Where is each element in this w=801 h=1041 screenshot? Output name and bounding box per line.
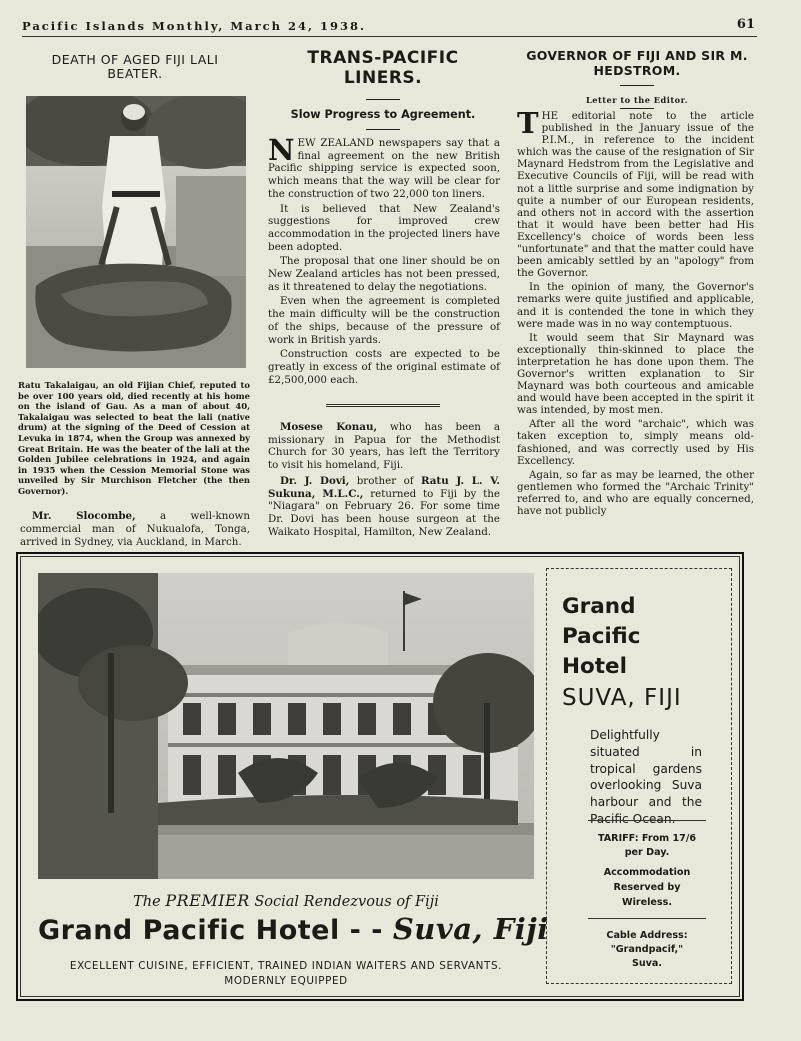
ad-box-hotel-name: Grand Pacific Hotel	[562, 594, 641, 679]
note-person-name: Mr. Slocombe,	[32, 510, 136, 522]
header-rule	[22, 36, 757, 37]
news-notes	[268, 421, 500, 541]
paragraph: After all the word "archaic", which was taken exception to, simply means old-fashioned, and was correctly used by His Excellency.	[517, 418, 754, 467]
ad-hotel-location: Suva, Fiji	[392, 912, 549, 946]
drop-cap: T	[517, 106, 539, 140]
photo-caption: Ratu Takalaigau, an old Fijian Chief, reputed to be over 100 years old, died recently at his home on the island of Gau. As a man of about 40, Takalaigau was selected to beat the lali (native drum) at the signing of the Deed of Cession at Levuka in 1874, when the Group was annexed by Great Britain. He was the beater of the lali at the Golden Jubilee celebrations in 1924, and again in 1935 when the Cession Memorial Stone was unveiled by Sir Murchison Fletcher (the then Governor).	[18, 380, 250, 496]
page-number: 61	[736, 17, 755, 32]
ad-box-rule	[588, 918, 706, 919]
news-note-dovi: Dr. J. Dovi, brother of Ratu J. L. V. Sukuna, M.L.C., returned to Fiji by the "Niagara" on February 26. For some time Dr. Dovi has been house surgeon at the Waikato Hospital, Hamilton, New Zealand.	[268, 474, 501, 538]
drop-cap: N	[268, 133, 295, 167]
paragraph: Construction costs are expected to be greatly in excess of the original estimate of £2,500,000 each.	[268, 348, 500, 386]
ad-box-tariff: TARIFF: From 17/6 per Day.	[597, 833, 697, 858]
ad-features: EXCELLENT CUISINE, EFFICIENT, TRAINED INDIAN WAITERS AND SERVANTS. MODERNLY EQUIPPED	[69, 960, 503, 987]
paragraph: THE editorial note to the article published in the January issue of the P.I.M., in reference to the incident which was the cause of the resignation of Sir Maynard Hedstrom from the Legislative and Executive Councils of Fiji, will be read with not a little surprise and some indignation by quite a number of our European residents, and others not in accord with the assertion that it would have been better had His Excellency's choice of words been less "unfortunate" and that the matter could have been amicably settled by an "apology" from the Governor.	[517, 106, 754, 280]
section-divider	[326, 404, 440, 407]
photo-lali-beater	[26, 96, 246, 368]
photo-lali-beater-image	[26, 96, 246, 368]
paragraph: Again, so far as may be learned, the other gentlemen who formed the "Archaic Trinity" referred to, and who are equally concerned, have not publicly	[517, 468, 754, 517]
article-subhead-letter: Letter to the Editor.	[585, 95, 689, 105]
news-note-slocombe	[20, 510, 250, 549]
subhead-rule	[366, 129, 400, 130]
paragraph: NEW ZEALAND newspapers say that a final agreement on the new British Pacific shipping service is expected soon, which means that the way will be clear for the construction of two 22,000 ton liners.	[268, 133, 500, 200]
paragraph: It is believed that New Zealand's suggestions for improved crew accommodation in the projected liners have been adopted.	[268, 202, 500, 253]
ad-box-rule	[588, 820, 706, 821]
hotel-photo	[38, 573, 534, 879]
paragraph: Even when the agreement is completed the main difficulty will be the construction of the ships, because of the pressure of work in British yards.	[268, 295, 500, 346]
running-head: Pacific Islands Monthly, March 24, 1938.	[22, 19, 367, 33]
article-subhead-liners: Slow Progress to Agreement.	[290, 108, 476, 121]
article-headline-lali-beater: DEATH OF AGED FIJI LALI BEATER.	[51, 52, 219, 81]
article-headline-liners: TRANS-PACIFIC LINERS.	[307, 48, 459, 88]
article-body-liners	[268, 133, 500, 388]
headline-rule	[366, 99, 400, 100]
hotel-photo-image	[38, 573, 534, 879]
paragraph: It would seem that Sir Maynard was exceptionally thin-skinned to place the interpretation he has done upon them. The Governor's written explanation to Sir Maynard was both courteous and amicable and would have been accepted in the spirit it was intended, by most men.	[517, 331, 754, 417]
article-body-governor	[517, 106, 754, 519]
ad-box-description: Delightfully situated in tropical gardens overlooking Suva harbour and the Pacific Ocean.	[590, 728, 702, 826]
ad-tagline: The PREMIER Social Rendezvous of Fiji	[133, 891, 439, 910]
ad-box-cable-address: Cable Address: "Grandpacif," Suva.	[606, 930, 688, 969]
ad-box-accommodation: Accommodation Reserved by Wireless.	[603, 867, 691, 908]
article-headline-governor: GOVERNOR OF FIJI AND SIR M. HEDSTROM.	[526, 48, 748, 78]
ad-hotel-name: Grand Pacific Hotel - - Suva, Fiji	[38, 912, 549, 946]
paragraph: The proposal that one liner should be on New Zealand articles has not been pressed, as it threatened to delay the negotiations.	[268, 255, 500, 293]
news-note-konau: Mosese Konau, who has been a missionary in Papua for the Methodist Church for 30 years, has left the Territory to visit his homeland, Fiji.	[268, 421, 500, 472]
paragraph: In the opinion of many, the Governor's remarks were quite justified and applicable, and it is contended the tone in which they were made was in no way contemptuous.	[517, 281, 754, 330]
ad-box-location: SUVA, FIJI	[562, 685, 682, 711]
subhead-rule	[620, 108, 654, 109]
ad-tagline-premier: PREMIER	[165, 891, 250, 910]
note-text: a well-known commercial man of Nukualofa, Tonga, arrived in Sydney, via Auckland, in March.	[20, 510, 250, 548]
headline-rule	[620, 85, 654, 86]
